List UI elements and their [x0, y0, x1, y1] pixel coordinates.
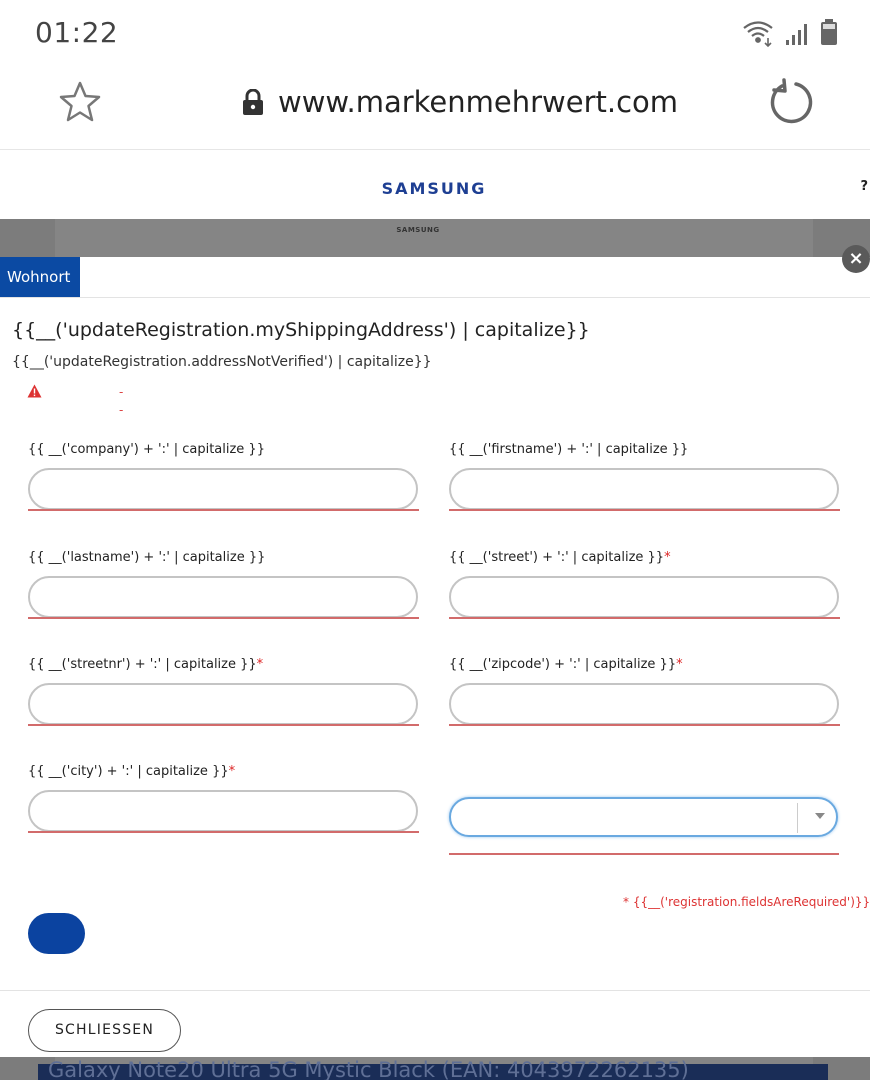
required-marker: *: [664, 550, 671, 565]
lock-icon: [242, 89, 264, 115]
lastname-field[interactable]: [28, 576, 418, 618]
help-icon[interactable]: ?: [860, 179, 868, 194]
signal-icon: [786, 24, 807, 45]
company-label: {{ __('company') + ':' | capitalize }}: [28, 442, 265, 457]
required-marker: *: [676, 657, 683, 672]
warning-line: -: [119, 403, 124, 417]
country-select[interactable]: [449, 797, 838, 837]
modal-footer-divider: [0, 990, 870, 991]
country-select-underline: [449, 853, 839, 855]
status-bar: [0, 0, 870, 66]
star-icon[interactable]: [58, 80, 102, 124]
company-field[interactable]: [28, 468, 418, 510]
required-marker: *: [256, 657, 264, 672]
warning-icon: [27, 384, 42, 398]
modal-subtitle: {{__('updateRegistration.addressNotVerified') | capitalize}}: [12, 354, 432, 370]
street-label: {{ __('street') + ':' | capitalize }}*: [449, 550, 671, 565]
status-icons: [740, 18, 840, 48]
submit-button[interactable]: [28, 913, 85, 954]
zipcode-field[interactable]: [449, 683, 839, 725]
reload-icon[interactable]: [766, 78, 814, 126]
warning-line: -: [119, 385, 124, 399]
wifi-icon: [744, 23, 772, 47]
select-separator: [797, 803, 798, 833]
firstname-label: {{ __('firstname') + ':' | capitalize }}: [449, 442, 689, 457]
background-logo: SAMSUNG: [396, 226, 440, 234]
company-field-underline: [28, 509, 419, 511]
battery-icon: [821, 19, 837, 45]
chevron-down-icon[interactable]: [815, 813, 825, 819]
required-marker: *: [228, 764, 236, 779]
streetnr-field-underline: [28, 724, 419, 726]
modal-divider: [0, 297, 870, 298]
lastname-field-underline: [28, 617, 419, 619]
zipcode-label: {{ __('zipcode') + ':' | capitalize }}*: [449, 657, 683, 672]
zipcode-field-underline: [449, 724, 840, 726]
tab-wohnort[interactable]: Wohnort: [0, 257, 80, 297]
modal-title: {{__('updateRegistration.myShippingAddress') | capitalize}}: [12, 319, 590, 341]
status-time: 01:22: [35, 16, 119, 49]
url-text: www.markenmehrwert.com: [278, 85, 679, 119]
firstname-field-underline: [449, 509, 840, 511]
city-field-underline: [28, 831, 419, 833]
site-header: [0, 151, 870, 219]
schliessen-button[interactable]: SCHLIESSEN: [28, 1009, 181, 1052]
background-banner-text: Galaxy Note20 Ultra 5G Mystic Black (EAN: 4043972262135): [48, 1058, 689, 1080]
browser-toolbar: [0, 66, 870, 150]
streetnr-label: {{ __('streetnr') + ':' | capitalize }}*: [28, 657, 264, 672]
firstname-field[interactable]: [449, 468, 839, 510]
lastname-label: {{ __('lastname') + ':' | capitalize }}: [28, 550, 266, 565]
street-field[interactable]: [449, 576, 839, 618]
city-label: {{ __('city') + ':' | capitalize }}*: [28, 764, 236, 779]
city-field[interactable]: [28, 790, 418, 832]
modal-close-icon[interactable]: ×: [842, 245, 870, 273]
address-bar[interactable]: [242, 84, 678, 120]
street-field-underline: [449, 617, 840, 619]
streetnr-field[interactable]: [28, 683, 418, 725]
required-fields-note: * {{__('registration.fieldsAreRequired')}}: [623, 895, 870, 909]
samsung-logo[interactable]: SAMSUNG: [381, 179, 487, 198]
